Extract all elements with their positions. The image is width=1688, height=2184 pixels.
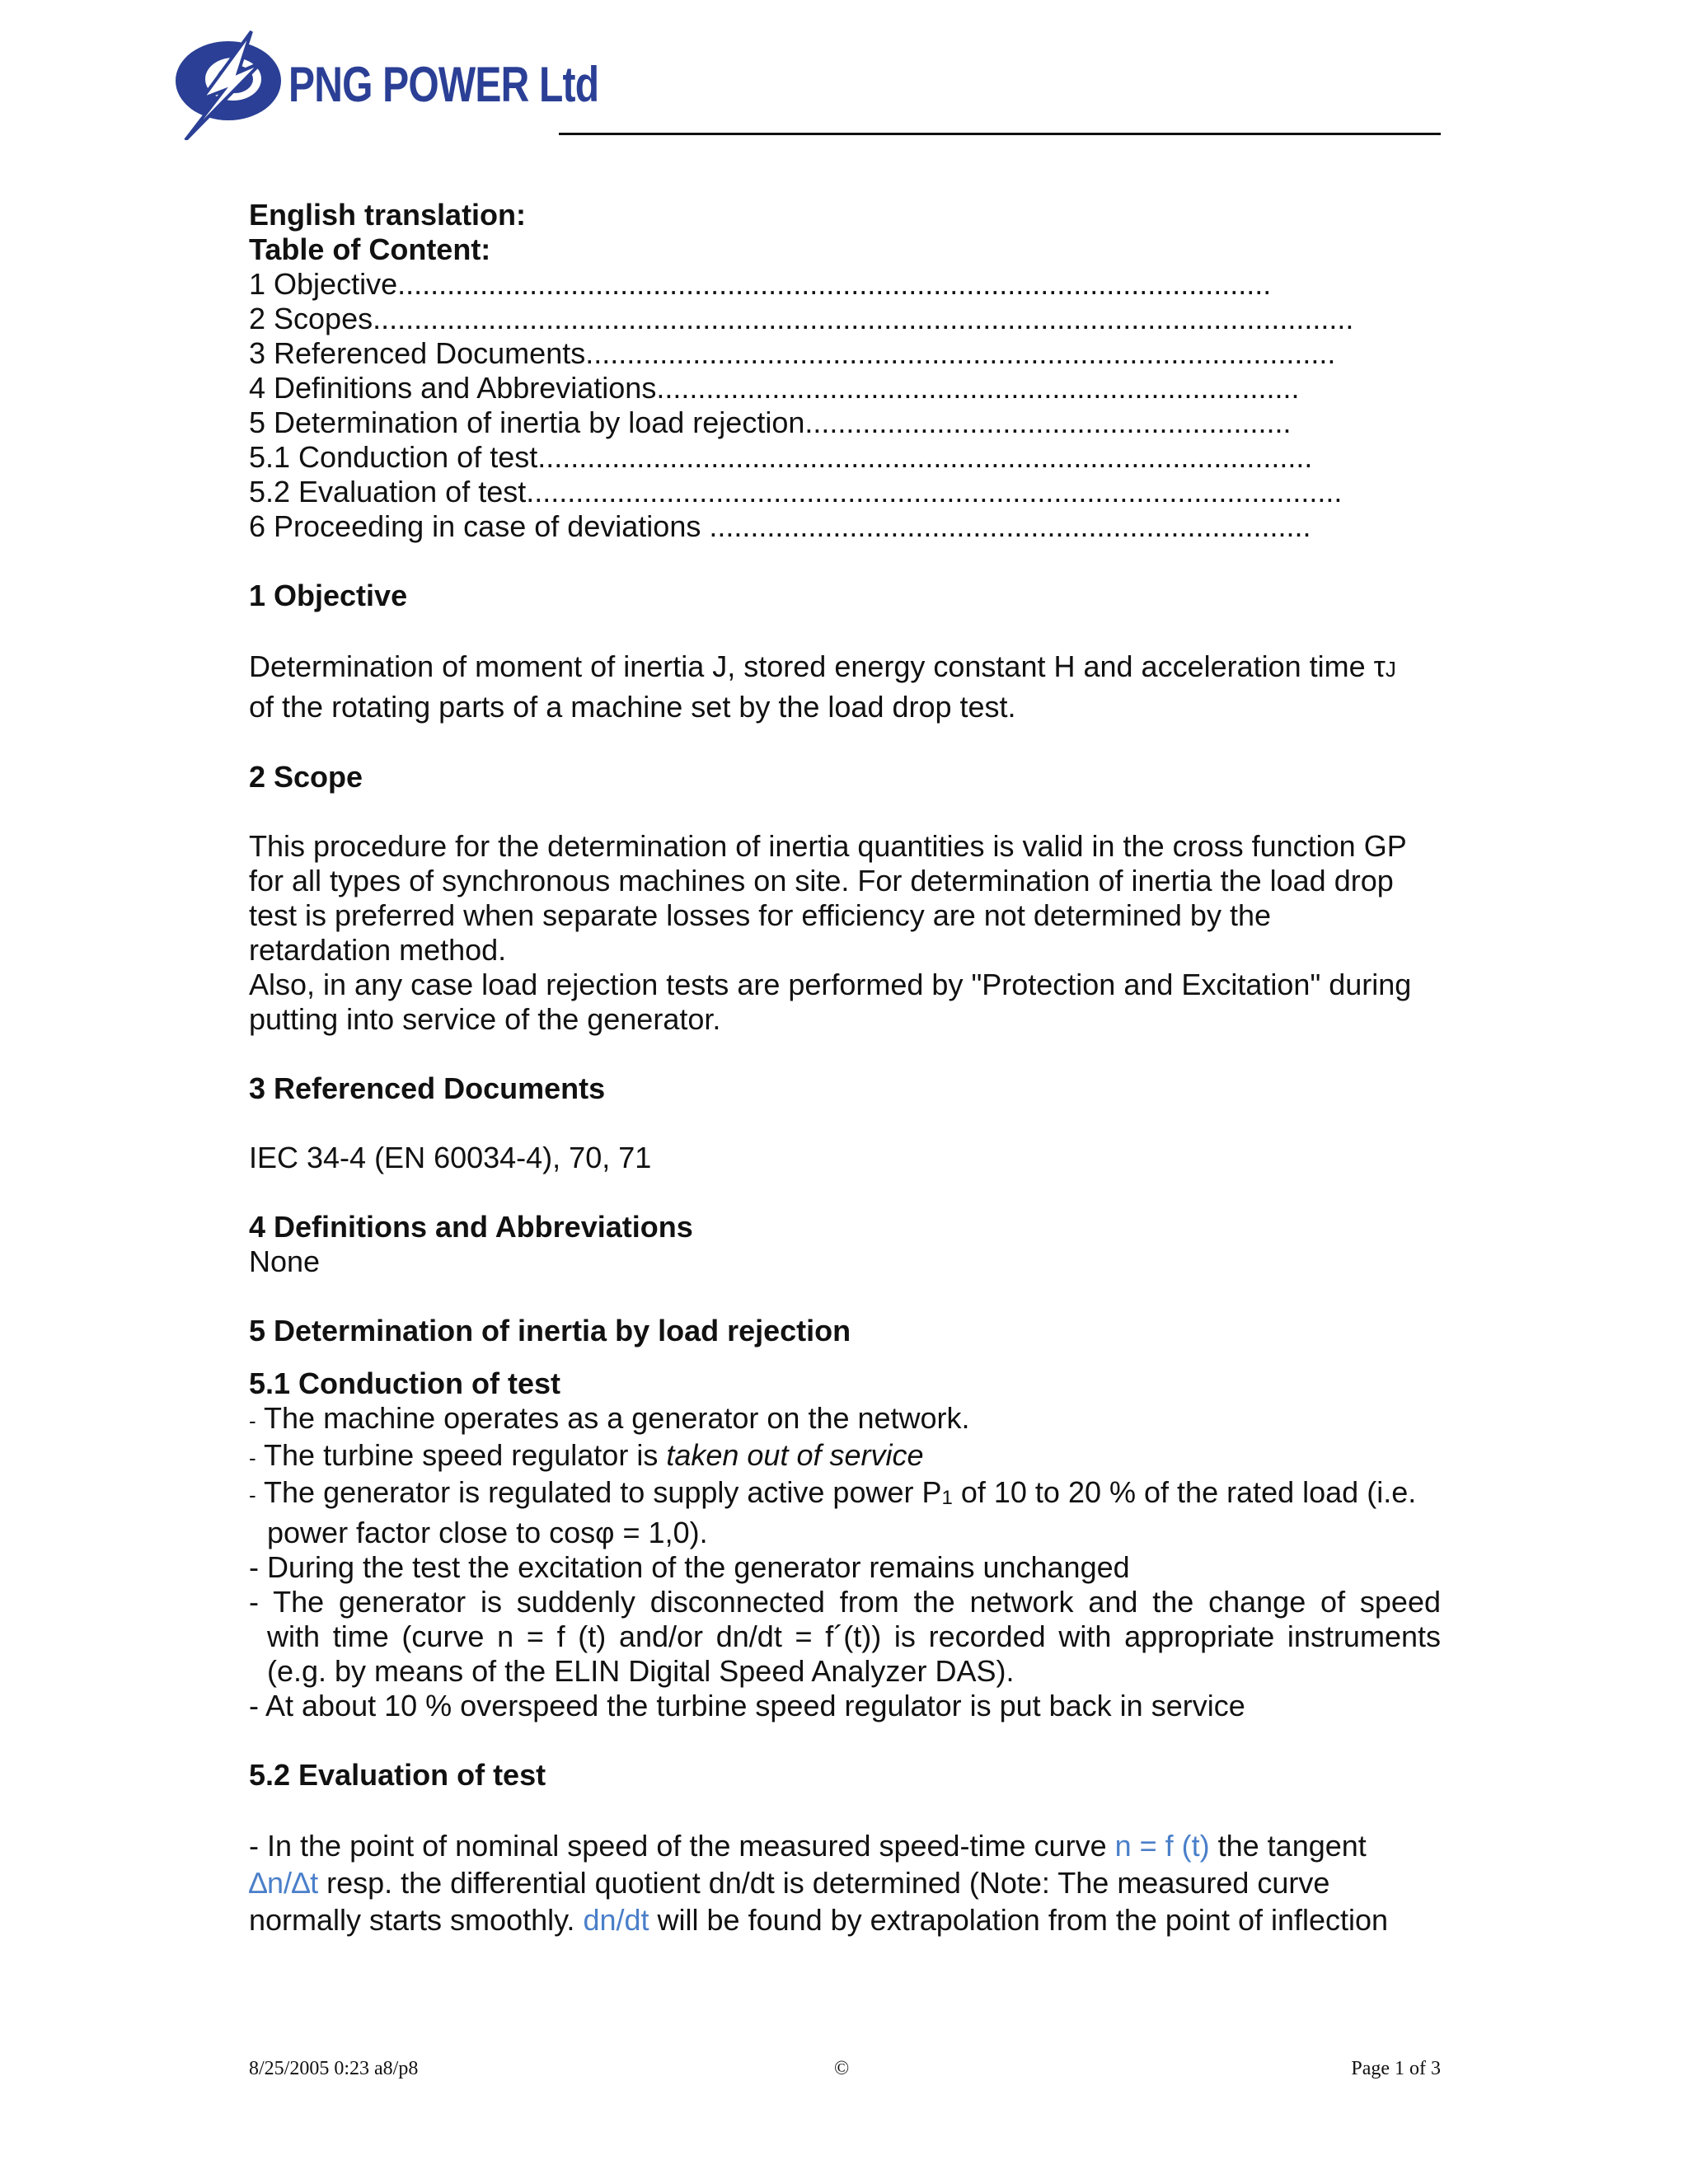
refdocs-text: IEC 34-4 (EN 60034-4), 70, 71 (249, 1141, 652, 1174)
toc-title: Table of Content: (249, 232, 491, 266)
formula-highlight: n = f (t) (1114, 1829, 1210, 1863)
toc-item: 5.1 Conduction of test.............................................................................................. (249, 440, 1313, 474)
determination-heading: 5 Determination of inertia by load rejection (249, 1314, 851, 1347)
toc-item: 3 Referenced Documents........................................................................................... (249, 336, 1336, 370)
objective-text: of the rotating parts of a machine set by the load drop test. (249, 690, 1016, 724)
page-footer (249, 2058, 1441, 2091)
scope-text: Also, in any case load rejection tests are performed by "Protection and Excitation" during (249, 968, 1412, 1001)
refdocs-heading: 3 Referenced Documents (249, 1071, 606, 1105)
formula-highlight: ∆n/∆t (249, 1866, 319, 1900)
scope-heading: 2 Scope (249, 760, 363, 794)
evaluation-heading: 5.2 Evaluation of test (249, 1758, 546, 1792)
conduction-item: - At about 10 % overspeed the turbine speed regulator is put back in service (249, 1689, 1245, 1722)
conduction-item: - During the test the excitation of the generator remains unchanged (249, 1550, 1130, 1584)
defs-text: None (249, 1244, 321, 1278)
footer-date: 8/25/2005 0:23 a8/p8 (249, 2058, 419, 2079)
scope-text: retardation method. (249, 933, 507, 967)
evaluation-text: normally starts smoothly. dn/dt will be found by extrapolation from the point of inflection (249, 1903, 1389, 1937)
scope-text: for all types of synchronous machines on site. For determination of inertia the load drop (249, 864, 1394, 898)
objective-text: Determination of moment of inertia J, stored energy constant H and acceleration time τJ (249, 649, 1396, 683)
conduction-item-cont: power factor close to cosφ = 1,0). (267, 1516, 708, 1549)
scope-text: test is preferred when separate losses for efficiency are not determined by the (249, 898, 1271, 932)
document-body (249, 198, 1444, 1938)
toc-leader: ......................................................................... (709, 509, 1311, 543)
objective-heading: 1 Objective (249, 579, 408, 612)
conduction-item: - The machine operates as a generator on the network. (249, 1401, 970, 1435)
toc-item: 5.2 Evaluation of test................................................................................................... (249, 475, 1343, 509)
header-rule (559, 133, 1441, 135)
conduction-item-cont: (e.g. by means of the ELIN Digital Speed Analyzer DAS). (267, 1654, 1015, 1688)
toc-leader: .......................................................................................................... (397, 267, 1272, 301)
scope-text: This procedure for the determination of inertia quantities is valid in the cross function GP (249, 829, 1407, 863)
conduction-item: - The generator is suddenly disconnected from the network and the change of speed (249, 1585, 1441, 1619)
scope-text: putting into service of the generator. (249, 1002, 721, 1036)
conduction-heading: 5.1 Conduction of test (249, 1366, 560, 1400)
defs-heading: 4 Definitions and Abbreviations (249, 1210, 693, 1244)
company-logo (169, 25, 599, 140)
conduction-item: - The turbine speed regulator is taken out of service (249, 1438, 924, 1472)
translation-title: English translation: (249, 198, 527, 232)
toc-leader: ....................................................................................................................... (373, 302, 1354, 335)
toc-leader: ........................................................... (804, 405, 1292, 439)
toc-leader: .............................................................................................. (537, 440, 1313, 474)
formula-highlight: dn/dt (583, 1903, 649, 1937)
toc-leader: .............................................................................. (656, 371, 1300, 405)
footer-page-number: Page 1 of 3 (1351, 2058, 1441, 2079)
evaluation-text: - In the point of nominal speed of the measured speed-time curve n = f (t) the tangent (249, 1829, 1367, 1863)
toc-item: 2 Scopes....................................................................................................................... (249, 302, 1354, 335)
toc-item: 6 Proceeding in case of deviations ......................................................................... (249, 509, 1311, 543)
footer-copyright: © (834, 2058, 850, 2079)
toc-item: 1 Objective.......................................................................................................... (249, 267, 1272, 301)
evaluation-text: ∆n/∆t resp. the differential quotient dn/dt is determined (Note: The measured curve (249, 1866, 1330, 1900)
company-name: PNG POWER Ltd (288, 57, 599, 112)
toc-item: 5 Determination of inertia by load rejection........................................................... (249, 405, 1292, 439)
conduction-item-cont: with time (curve n = f (t) and/or dn/dt = f´(t)) is recorded with appropriate instruments (267, 1619, 1441, 1653)
toc-item: 4 Definitions and Abbreviations.............................................................................. (249, 371, 1300, 405)
toc-leader: ........................................................................................... (585, 336, 1336, 370)
conduction-item: - The generator is regulated to supply active power P1 of 10 to 20 % of the rated load (i.e. (249, 1475, 1417, 1509)
toc-leader: ................................................................................................... (526, 475, 1343, 509)
lightning-globe-icon (169, 25, 293, 140)
